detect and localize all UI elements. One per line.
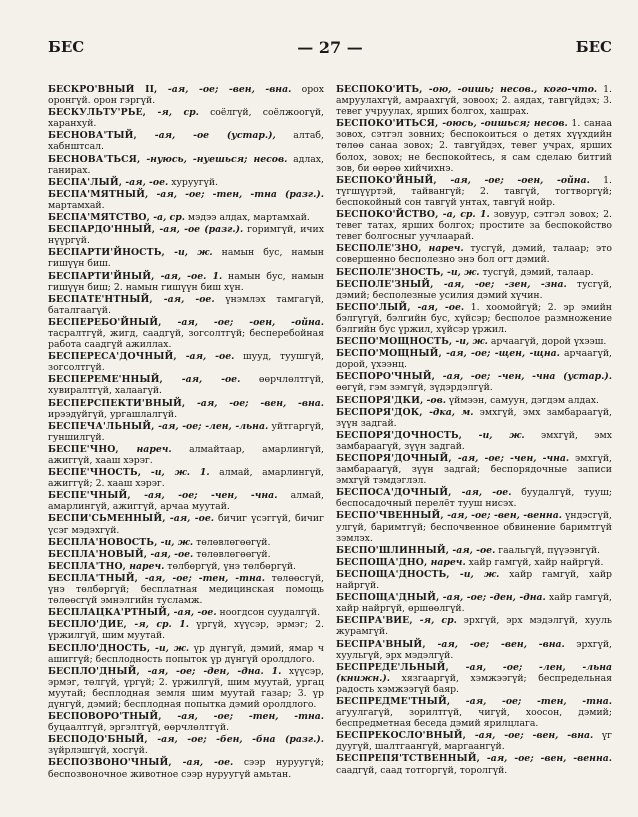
entry-grammar: -ая, -ое. xyxy=(152,293,215,305)
dictionary-entry xyxy=(48,561,324,572)
dictionary-entry xyxy=(336,118,612,173)
entry-definition: ирээдүйгүй, ургашлалгүй. xyxy=(48,408,178,420)
entry-grammar: -я, ср. xyxy=(412,615,457,627)
entry-grammar: -ою, -оишь; несов., кого-что. xyxy=(422,84,598,95)
entry-definition: буудалгүй, тууш; беспосадочный перелёт тууш нисэх. xyxy=(336,487,612,510)
dictionary-entry xyxy=(336,302,612,335)
entry-grammar: -ая, -ое; -тен, -тна. xyxy=(137,572,266,584)
dictionary-entry xyxy=(336,430,612,452)
entry-headword: БЕСПРЕДМЕ'ТНЫЙ, xyxy=(336,695,451,707)
entry-headword: БЕСПИ'СЬМЕННЫЙ, xyxy=(48,513,166,525)
entry-headword: БЕСПА'ЛЫЙ, xyxy=(48,176,123,188)
entry-headword: БЕСПЕЧА'ЛЬНЫЙ, xyxy=(48,420,155,432)
entry-headword: БЕСПЕРЕМЕ'ННЫЙ, xyxy=(48,374,163,386)
entry-headword: БЕСПАРТИ'ЙНОСТЬ, xyxy=(48,247,165,259)
entry-grammar: нареч. xyxy=(427,556,466,568)
entry-definition: сээр нуруугүй; беспозвоночное животное сээр нуруугүй амьтан. xyxy=(48,757,324,780)
entry-grammar: -нуюсь, -нуешься; несов. xyxy=(140,153,288,165)
dictionary-entry xyxy=(48,711,324,733)
entry-definition: агуулгагүй, зорилтгүй, чигүй, хоосон, дэмий; беспредметная беседа дэмий ярилцлага. xyxy=(336,707,612,730)
dictionary-entry xyxy=(48,212,324,223)
dictionary-entry xyxy=(336,639,612,661)
entry-headword: БЕСПОЩА'ДНО, xyxy=(336,556,428,568)
entry-grammar: -оюсь, -оишься; несов. xyxy=(438,118,568,130)
entry-grammar: -ая, -ое; -чен, -чна. xyxy=(451,453,570,464)
entry-definition: хайр гамгүй, хайр найргүй. xyxy=(336,568,612,592)
header-left-guide-word: БЕС xyxy=(48,38,85,56)
entry-headword: БЕСПА'МЯТНЫЙ, xyxy=(48,188,149,200)
entry-headword: БЕСПЛО'ДНОСТЬ, xyxy=(48,642,151,654)
dictionary-columns xyxy=(48,84,612,809)
entry-definition: 1. түгшүүртэй, тайвангүй; 2. тавгүй, тогтворгүй; беспокойный сон тавгүй унтах, тавгүй нойр. xyxy=(336,174,612,208)
entry-definition: буцаалтгүй, эргэлтгүй, өөрчлөлтгүй. xyxy=(48,722,230,734)
dictionary-entry xyxy=(336,407,612,429)
dictionary-entry xyxy=(336,395,612,406)
left-column xyxy=(48,84,324,809)
dictionary-entry xyxy=(48,421,324,443)
entry-headword: БЕСПЛА'НОВЫЙ, xyxy=(48,548,148,560)
entry-definition: шууд, туушгүй, зогсолтгүй. xyxy=(48,351,324,374)
entry-grammar: -ая, -ое; -тен, -тна. xyxy=(161,711,324,723)
entry-grammar: -ая, -ое; -ден, -дна. 1. xyxy=(139,665,282,677)
entry-headword: БЕСПА'МЯТСТВО, xyxy=(48,212,150,224)
entry-definition: тасралтгүй, жигд, саадгүй, зогсолтгүй; бесперебойная работа саадгүй ажиллах. xyxy=(48,327,324,351)
entry-headword: БЕСПАРДО'ННЫЙ, xyxy=(48,224,156,236)
entry-grammar: -ая, -ое; -зен, -зна. xyxy=(433,278,567,290)
entry-grammar: -и, ж. xyxy=(462,429,525,441)
entry-definition: хайр гамгүй, хайр найргүй, өршөөлгүй. xyxy=(336,592,612,615)
dictionary-entry xyxy=(336,696,612,729)
dictionary-entry xyxy=(48,513,324,535)
entry-grammar: -ая, -ое; -бен, -бна (разг.). xyxy=(147,734,324,746)
entry-headword: БЕСПОЗВОНО'ЧНЫЙ, xyxy=(48,757,172,769)
entry-definition: мэдээ алдах, мартамхай. xyxy=(184,212,310,224)
entry-definition: 1. хоомойгүй; 2. эр эмийн бэлгүгүй, бэлгийн бус, хүйсэр; бесполое размножение бэлгийн бус үржил, хүйсэр үржил. xyxy=(336,301,612,335)
entry-definition: алмай, амарлингүй, ажиггүй; 2. хааш хэрэг. xyxy=(48,467,324,490)
dictionary-entry xyxy=(336,371,612,393)
entry-definition: арчаагүй, дорой үхээш. xyxy=(487,336,607,348)
entry-grammar: -ая, -ое. xyxy=(147,548,194,560)
entry-definition: алтаб, хабнштсал. xyxy=(48,130,324,153)
entry-definition: үр дүнгүй, дэмий, ямар ч ашиггүй; бесплодность попыток үр дүнгүй оролдлого. xyxy=(48,642,324,665)
dictionary-entry xyxy=(48,247,324,269)
entry-headword: БЕСПЛО'ДИЕ, xyxy=(48,619,127,631)
entry-grammar: -и, ж. xyxy=(443,266,480,278)
entry-definition: үндэсгүй, улгүй, баримтгүй; беспочвенное обвинение баримтгүй зэмлэх. xyxy=(336,510,612,544)
entry-definition: эрхгүй, хуульгүй, эрх мэдэлгүй. xyxy=(336,638,612,661)
entry-headword: БЕСПО'ЧВЕННЫЙ, xyxy=(336,510,444,522)
dictionary-entry xyxy=(48,374,324,396)
dictionary-entry xyxy=(48,643,324,665)
entry-definition: тусгүй, дэмий, талаар. xyxy=(479,266,594,278)
entry-grammar: -ая, -ое. xyxy=(122,176,169,188)
entry-definition: адлах, ганирах. xyxy=(48,153,324,176)
dictionary-entry xyxy=(48,224,324,246)
dictionary-entry xyxy=(48,757,324,779)
entry-headword: БЕСПОСА'ДОЧНЫЙ, xyxy=(336,487,452,499)
entry-grammar: -а, ср. xyxy=(149,212,185,224)
entry-headword: БЕСПРЕПЯ'ТСТВЕННЫЙ, xyxy=(336,753,480,765)
dictionary-entry xyxy=(48,84,324,106)
entry-definition: эмхгүй, эмх замбараагүй, зүүн задгай. xyxy=(336,429,612,452)
entry-definition: намын бус, намын гишүүн биш; 2. намын гишүүн биш хүн. xyxy=(48,270,324,293)
dictionary-entry xyxy=(48,294,324,316)
entry-definition: хүүсэр, эрмэг, төлгүй, үргүй; 2. үржилгүй, шим муутай, ургац муутай; бесплодная земля шим муутай газар; 3. үр дүнгүй, дэмий; бесплодная попытка дэмий оролдлого. xyxy=(48,665,324,710)
entry-headword: БЕСПЛА'ТНО, xyxy=(48,560,126,572)
entry-headword: БЕСПРА'ВИЕ, xyxy=(336,615,413,627)
dictionary-entry xyxy=(336,267,612,278)
entry-definition: хайр гамгүй, хайр найргүй. xyxy=(465,556,604,568)
entry-headword: БЕСПОКО'ИТЬ, xyxy=(336,84,423,95)
dictionary-entry xyxy=(48,444,324,466)
entry-headword: БЕСПОЛЕ'ЗНЫЙ, xyxy=(336,278,434,290)
entry-definition: зүйрлэшгүй, хосгүй. xyxy=(48,745,148,757)
entry-grammar: -и, ж. xyxy=(150,642,190,654)
entry-grammar: -ая, -ое; -щен, -щна. xyxy=(441,348,560,360)
entry-grammar: -ая, -ое; -вен, -венна. xyxy=(479,753,612,765)
entry-headword: БЕСПРЕКОСЛО'ВНЫЙ, xyxy=(336,730,466,742)
entry-definition: арчаагүй, дорой, үхээнц. xyxy=(336,348,612,371)
entry-headword: БЕСПРА'ВНЫЙ, xyxy=(336,638,426,650)
entry-headword: БЕСПОРЯ'ДОЧНОСТЬ, xyxy=(336,429,463,441)
entry-definition: үргүй, хүүсэр, эрмэг; 2. үржилгүй, шим муутай. xyxy=(48,619,324,642)
entry-definition: намын бус, намын гишүүн биш. xyxy=(48,247,324,270)
dictionary-entry xyxy=(48,467,324,489)
entry-headword: БЕСПЛА'ТНЫЙ, xyxy=(48,572,138,584)
dictionary-entry xyxy=(48,398,324,420)
entry-definition: ноогдсон суудалгүй. xyxy=(216,607,321,619)
entry-definition: саадгүй, саад тотгоргүй, торолгүй. xyxy=(336,764,508,776)
entry-grammar: -ая, -ое. xyxy=(165,513,214,525)
entry-definition: бичиг үсэггүй, бичиг үсэг мэдэхгүй. xyxy=(48,513,324,536)
entry-grammar: -ая, -ое; -вен, -вна. xyxy=(465,730,594,742)
dictionary-entry xyxy=(48,607,324,618)
dictionary-entry xyxy=(48,666,324,710)
entry-grammar: -ая, -ое. xyxy=(162,374,241,386)
entry-definition: тусгүй, дэмий, талаар; это совершенно бесполезно энэ бол огт дэмий. xyxy=(336,243,612,266)
entry-headword: БЕСПОКО'ИТЬСЯ, xyxy=(336,118,439,130)
dictionary-entry xyxy=(336,175,612,208)
dictionary-entry xyxy=(336,730,612,752)
entry-definition: алмайтаар, амарлингүй, ажиггүй, хааш хэрэг. xyxy=(48,443,324,466)
dictionary-entry xyxy=(336,662,612,695)
entry-grammar: -ая, -ое; -вен, -венна. xyxy=(443,510,562,522)
entry-definition: тусгүй, дэмий; бесполезные усилия дэмий хүчин. xyxy=(336,278,612,301)
dictionary-entry xyxy=(336,279,612,301)
entry-grammar: -и, ж. xyxy=(157,536,194,548)
entry-grammar: -ая, -ое. 1. xyxy=(154,270,223,282)
entry-grammar: -и, ж. xyxy=(449,568,500,580)
entry-definition: мартамхай. xyxy=(48,199,105,211)
entry-definition: горимгүй, ичих нүүргүй. xyxy=(48,224,324,247)
entry-grammar: -ая, -ое; -ден, -дна. xyxy=(439,592,546,604)
dictionary-entry xyxy=(48,177,324,188)
dictionary-entry xyxy=(48,537,324,548)
entry-definition: орох оронгүй. орон гэргүй. xyxy=(48,84,324,107)
entry-grammar: нареч. xyxy=(118,443,172,455)
dictionary-entry xyxy=(48,619,324,641)
entry-headword: БЕСПЕ'ЧНЫЙ, xyxy=(48,490,131,502)
dictionary-entry xyxy=(336,545,612,556)
entry-grammar: -а, ср. 1. xyxy=(438,209,490,221)
entry-grammar: -и, ж. xyxy=(164,247,213,259)
header-right-guide-word: БЕС xyxy=(575,38,612,56)
dictionary-entry xyxy=(48,734,324,756)
entry-headword: БЕСПЛО'ДНЫЙ, xyxy=(48,665,140,677)
entry-headword: БЕСПАРТИ'ЙНЫЙ, xyxy=(48,270,155,282)
right-column xyxy=(336,84,612,809)
entry-headword: БЕСПЕРСПЕКТИ'ВНЫЙ, xyxy=(48,397,186,409)
entry-headword: БЕСПЛАЦКА'РТНЫЙ, xyxy=(48,607,171,619)
dictionary-entry xyxy=(336,84,612,117)
entry-definition: төлөвлөгөөгүй. xyxy=(193,536,271,548)
entry-definition: өөгүй, гэм зэмгүй, зүдэрдэлгүй. xyxy=(336,382,493,394)
entry-grammar: -я, ср. xyxy=(146,107,199,119)
entry-definition: хуруугүй. xyxy=(168,176,219,188)
entry-headword: БЕСПОВОРО'ТНЫЙ, xyxy=(48,711,162,723)
entry-grammar: -ая, -ое; -чен, -чна. xyxy=(130,490,278,502)
entry-definition: эрхгүй, эрх мэдэлгүй, хууль журамгүй. xyxy=(336,615,612,638)
dictionary-entry xyxy=(48,549,324,560)
dictionary-entry xyxy=(48,154,324,176)
entry-grammar: -ая, -ое; -вен, -вна. xyxy=(425,638,565,650)
dictionary-entry xyxy=(336,557,612,568)
entry-headword: БЕСНОВА'ТЫЙ, xyxy=(48,130,137,142)
entry-grammar: -ая, -ое (разг.). xyxy=(155,224,244,236)
entry-grammar: -ая, -ое; -тен, -тна. xyxy=(450,695,612,707)
entry-headword: БЕСПЛА'НОВОСТЬ, xyxy=(48,536,158,548)
dictionary-entry xyxy=(336,209,612,242)
dictionary-entry xyxy=(48,107,324,129)
dictionary-entry xyxy=(48,573,324,606)
entry-grammar: -ая, -ое; -тен, -тна (разг.). xyxy=(148,188,324,200)
entry-grammar: -ая, -ое. xyxy=(176,351,235,363)
dictionary-entry xyxy=(48,271,324,293)
page-number: — 27 — xyxy=(297,38,363,57)
entry-definition: уйтгаргүй, гуншилгүй. xyxy=(48,420,324,443)
entry-grammar: -ая, -ое; -вен, -вна. xyxy=(185,397,324,409)
dictionary-entry xyxy=(336,753,612,775)
entry-headword: БЕСПОЛЕ'ЗНОСТЬ, xyxy=(336,266,444,278)
entry-grammar: -ая, -ое. xyxy=(449,544,496,556)
entry-definition: алмай, амарлингүй, ажиггүй, арчаа муутай. xyxy=(48,490,324,513)
entry-headword: БЕСПОРЯ'ДОК, xyxy=(336,406,423,418)
entry-definition: төлбөргүй, үнэ төлбөргүй. xyxy=(164,560,296,572)
entry-headword: БЕСПРЕДЕ'ЛЬНЫЙ, xyxy=(336,661,449,673)
entry-grammar: нареч. xyxy=(421,243,464,255)
entry-grammar: -ая, -ое; -вен, -вна. xyxy=(157,84,292,95)
entry-definition: эмхгүй, эмх замбараагүй, зүүн задгай. xyxy=(336,406,612,429)
entry-headword: БЕСПОКО'ЙСТВО, xyxy=(336,209,439,221)
dictionary-entry xyxy=(48,317,324,350)
dictionary-entry xyxy=(336,243,612,265)
entry-headword: БЕСПЕРЕСА'ДОЧНЫЙ, xyxy=(48,351,177,363)
entry-definition: 1. амруулахгүй, амраахгүй, зовоох; 2. аядах, тавгүйдэх; 3. тевег учруулах, ярших болгох, хашрах. xyxy=(336,84,612,118)
entry-grammar: -ая, -ое; -чен, -чна (устар.). xyxy=(435,371,612,383)
entry-definition: гаальгүй, пүүээнгүй. xyxy=(495,544,601,556)
dictionary-entry xyxy=(48,130,324,152)
entry-grammar: -ая, -ое. xyxy=(410,301,465,313)
entry-grammar: -ая, -ое. xyxy=(451,487,512,499)
entry-headword: БЕСПЕ'ЧНО, xyxy=(48,443,119,455)
entry-definition: хязгааргүй, хэмжээгүй; беспредельная радость хэмжээгүй баяр. xyxy=(336,672,612,695)
entry-headword: БЕСПЕРЕБО'ЙНЫЙ, xyxy=(48,316,162,328)
entry-definition: эмхгүй, замбараагүй, зүүн задгай; беспорядочные записи эмхгүй тэмдэглэл. xyxy=(336,453,612,487)
entry-definition: зовуур, сэтгэл зовох; 2. тевег татах, ярших болгох; простите за беспокойство тевег болгосныг уучлаарай. xyxy=(336,209,612,243)
entry-headword: БЕСПОРЯ'ДКИ, xyxy=(336,394,424,406)
entry-grammar: -я, ср. 1. xyxy=(126,619,190,631)
entry-grammar: -ая, -ое; -лен, -льна (книжн.). xyxy=(336,661,612,684)
entry-definition: соёлгүй, соёлжоогүй, харанхуй. xyxy=(48,107,324,130)
dictionary-entry xyxy=(48,490,324,512)
entry-grammar: -ая, -ое (устар.), xyxy=(136,130,276,142)
entry-grammar: -ая, -ое; -оен, -ойна. xyxy=(436,174,590,186)
entry-grammar: -ая, -ое. xyxy=(170,607,217,619)
entry-grammar: -ая, -ое. xyxy=(171,757,234,769)
entry-definition: төлөөсгүй, үнэ төлбөргүй; бесплатная медицинская помощь төлөөсгүй эмнэлгийн тусламж. xyxy=(48,572,324,607)
entry-headword: БЕСПОЛЕ'ЗНО, xyxy=(336,243,422,255)
entry-headword: БЕСПО'МОЩНЫЙ, xyxy=(336,348,442,360)
dictionary-entry xyxy=(48,351,324,373)
entry-grammar: -и, ж. 1. xyxy=(141,467,210,479)
entry-grammar: -и, ж. xyxy=(452,336,488,348)
entry-headword: БЕСПО'ШЛИННЫЙ, xyxy=(336,544,450,556)
entry-headword: БЕСКРО'ВНЫЙ II, xyxy=(48,84,158,95)
entry-headword: БЕСПОЩА'ДНОСТЬ, xyxy=(336,568,450,580)
entry-headword: БЕСПЕ'ЧНОСТЬ, xyxy=(48,467,142,479)
entry-headword: БЕСПОЩА'ДНЫЙ, xyxy=(336,592,440,604)
dictionary-entry xyxy=(336,510,612,543)
entry-definition: 1. санаа зовох, сэтгэл зовних; беспокоиться о детях хүүхдийн төлөө санаа зовох; 2. тавгүйдэх, тевег учрах, ярших болох, зовох; не беспокойтесь, я сам сделаю битгий зов, би өөрөө хийчихнэ. xyxy=(336,118,612,174)
entry-headword: БЕСПО'МОЩНОСТЬ, xyxy=(336,336,453,348)
entry-headword: БЕСПОДО'БНЫЙ, xyxy=(48,734,148,746)
entry-grammar: нареч. xyxy=(126,560,165,572)
dictionary-entry xyxy=(336,569,612,591)
entry-definition: үнэмлэх тамгагүй, баталгаагүй. xyxy=(48,293,324,316)
dictionary-entry xyxy=(336,592,612,614)
page-header xyxy=(48,38,612,60)
entry-headword: БЕСПОРЯ'ДОЧНЫЙ, xyxy=(336,453,452,464)
entry-headword: БЕСПОРО'ЧНЫЙ, xyxy=(336,371,436,383)
dictionary-entry xyxy=(48,189,324,211)
entry-definition: үймээн, самуун, дэгдэм алдах. xyxy=(445,394,599,406)
entry-grammar: -ая, -ое; -лен, -льна. xyxy=(154,420,269,432)
entry-definition: өөрчлөлтгүй, хувиралтгүй, халаагүй. xyxy=(48,374,324,397)
entry-definition: үг дуугүй, шалтгаангүй, маргаангүй. xyxy=(336,730,612,753)
entry-headword: БЕСПОКО'ЙНЫЙ, xyxy=(336,174,437,186)
entry-headword: БЕСПАТЕ'НТНЫЙ, xyxy=(48,293,153,305)
entry-grammar: -ов. xyxy=(423,394,446,406)
dictionary-entry xyxy=(336,348,612,370)
dictionary-entry xyxy=(336,453,612,486)
entry-definition: төлөвлөгөөгүй. xyxy=(193,548,271,560)
dictionary-entry xyxy=(336,487,612,509)
entry-grammar: -ая, -ое; -оен, -ойна. xyxy=(161,316,324,328)
dictionary-entry xyxy=(336,615,612,637)
entry-headword: БЕСКУЛЬТУ'РЬЕ, xyxy=(48,107,147,119)
entry-grammar: -дка, м. xyxy=(422,406,474,418)
entry-headword: БЕСНОВА'ТЬСЯ, xyxy=(48,153,141,165)
dictionary-entry xyxy=(336,336,612,347)
entry-headword: БЕСПО'ЛЫЙ, xyxy=(336,301,411,313)
